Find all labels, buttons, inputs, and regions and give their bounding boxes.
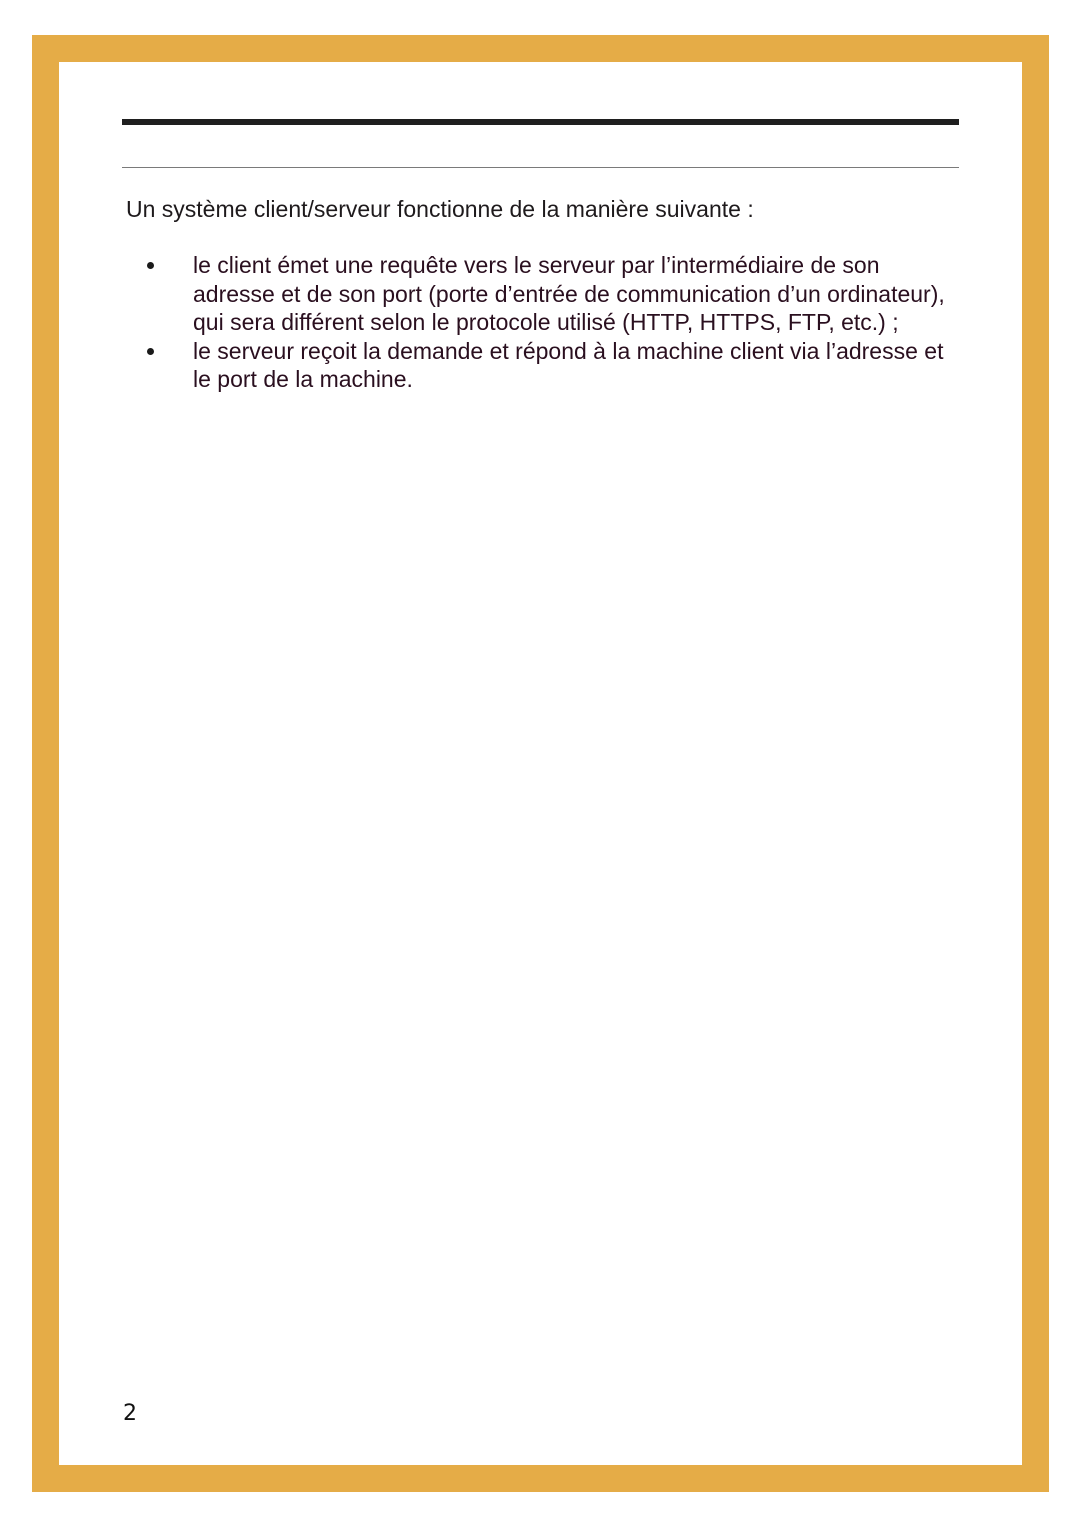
bullet-text: le serveur reçoit la demande et répond à la machine client via l’adresse et le port de la machine. (193, 337, 944, 393)
bullet-text: le client émet une requête vers le serveur par l’intermédiaire de son adresse et de son port (porte d’entrée de communication d’un ordinateur), qui sera différent selon le protocole utilisé (HTTP, HTTPS, FTP, etc.) ; (193, 252, 945, 336)
list-item (126, 337, 956, 394)
page-number: 2 (123, 1401, 137, 1426)
bullet-icon (147, 262, 154, 269)
bullet-icon (147, 348, 154, 355)
list-item (126, 251, 956, 337)
header-thin-rule (122, 167, 959, 168)
intro-paragraph: Un système client/serveur fonctionne de la manière suivante : (126, 196, 754, 222)
bullet-list (126, 251, 956, 394)
document-page (59, 62, 1022, 1465)
header-thick-rule (122, 119, 959, 125)
